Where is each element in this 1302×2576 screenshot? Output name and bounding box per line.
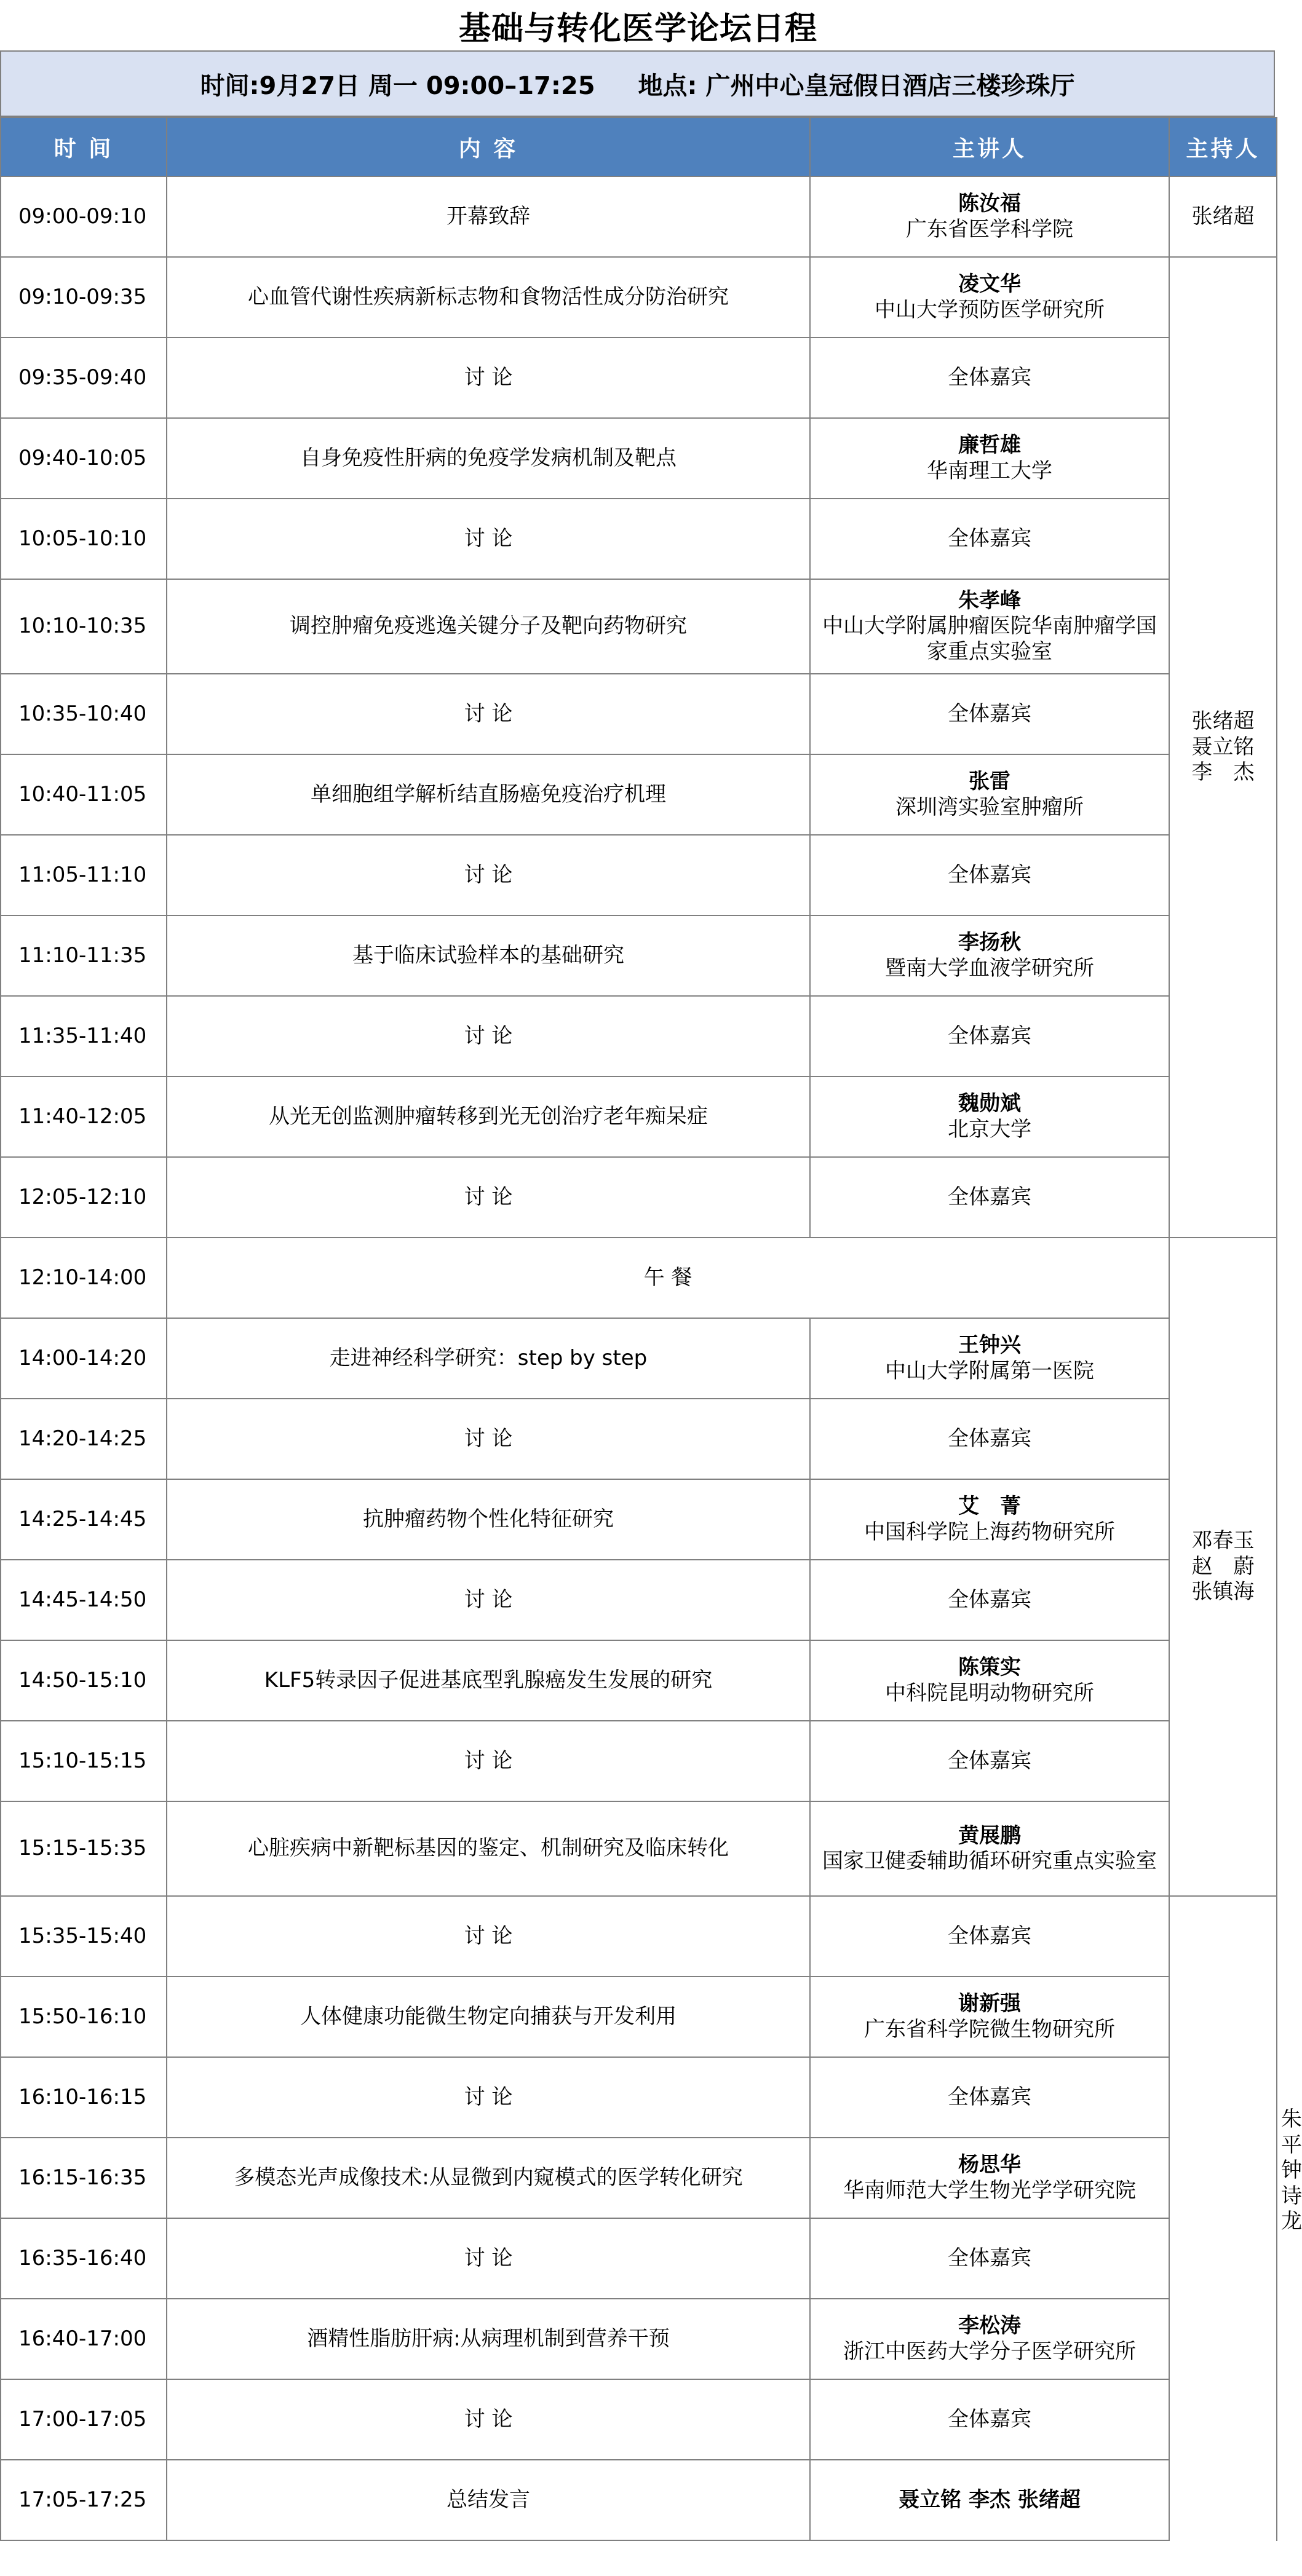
content-cell: 从光无创监测肿瘤转移到光无创治疗老年痴呆症	[167, 1077, 810, 1157]
speaker-affiliation: 全体嘉宾	[948, 1923, 1031, 1948]
speaker-cell	[810, 754, 1169, 835]
content-cell: 讨 论	[167, 1560, 810, 1640]
time-cell: 14:50-15:10	[1, 1640, 167, 1721]
header-host: 主持人	[1169, 117, 1277, 176]
speaker-affiliation: 全体嘉宾	[948, 1184, 1031, 1209]
table-row	[1, 1157, 1277, 1238]
table-row-lunch	[1, 1238, 1277, 1318]
table-row	[1, 996, 1277, 1077]
content-cell: 讨 论	[167, 1721, 810, 1801]
table-row	[1, 754, 1277, 835]
content-cell: 人体健康功能微生物定向捕获与开发利用	[167, 1977, 810, 2057]
speaker-cell	[810, 1896, 1169, 1977]
table-row	[1, 2057, 1277, 2138]
host-name: 张绪超	[1191, 709, 1255, 734]
time-cell: 14:25-14:45	[1, 1479, 167, 1560]
time-cell: 11:35-11:40	[1, 996, 167, 1077]
speaker-cell	[810, 2138, 1169, 2218]
time-cell: 16:40-17:00	[1, 2299, 167, 2379]
speaker-cell	[810, 1721, 1169, 1801]
time-cell: 11:10-11:35	[1, 915, 167, 996]
content-cell: 讨 论	[167, 2057, 810, 2138]
event-location: 地点: 广州中心皇冠假日酒店三楼珍珠厅	[638, 71, 1075, 100]
content-cell: 调控肿瘤免疫逃逸关键分子及靶向药物研究	[167, 579, 810, 674]
speaker-cell	[810, 1157, 1169, 1238]
speaker-cell	[810, 1801, 1169, 1896]
host-name: 赵 蔚	[1191, 1554, 1255, 1579]
time-cell: 15:35-15:40	[1, 1896, 167, 1977]
table-row	[1, 418, 1277, 499]
table-row	[1, 1318, 1277, 1399]
time-cell: 16:15-16:35	[1, 2138, 167, 2218]
time-cell: 15:15-15:35	[1, 1801, 167, 1896]
table-row	[1, 1640, 1277, 1721]
content-cell: 心血管代谢性疾病新标志物和食物活性成分防治研究	[167, 257, 810, 338]
content-cell: 酒精性脂肪肝病:从病理机制到营养干预	[167, 2299, 810, 2379]
content-cell: 讨 论	[167, 835, 810, 915]
speaker-affiliation: 中国科学院上海药物研究所	[864, 1519, 1115, 1544]
info-bar	[0, 50, 1275, 117]
host-cell	[1169, 1238, 1277, 1896]
content-cell: 讨 论	[167, 338, 810, 418]
time-cell: 14:45-14:50	[1, 1560, 167, 1640]
content-cell: 讨 论	[167, 2218, 810, 2299]
table-row	[1, 1721, 1277, 1801]
speaker-cell	[810, 2057, 1169, 2138]
table-row	[1, 2218, 1277, 2299]
table-row	[1, 2379, 1277, 2460]
speaker-cell	[810, 1977, 1169, 2057]
speaker-cell	[810, 1479, 1169, 1560]
content-cell: 基于临床试验样本的基础研究	[167, 915, 810, 996]
speaker-affiliation: 中山大学附属肿瘤医院华南肿瘤学国家重点实验室	[822, 614, 1157, 664]
speaker-cell	[810, 1560, 1169, 1640]
host-name: 李 杰	[1191, 760, 1255, 785]
speaker-affiliation: 华南理工大学	[927, 458, 1052, 483]
speaker-name: 杨思华	[958, 2152, 1021, 2178]
table-row	[1, 1560, 1277, 1640]
table-row	[1, 176, 1277, 257]
time-cell: 16:10-16:15	[1, 2057, 167, 2138]
time-cell: 10:10-10:35	[1, 579, 167, 674]
lunch-cell: 午 餐	[167, 1238, 1169, 1318]
speaker-cell	[810, 1399, 1169, 1479]
time-cell: 16:35-16:40	[1, 2218, 167, 2299]
speaker-affiliation: 浙江中医药大学分子医学研究所	[843, 2339, 1136, 2364]
table-row	[1, 2138, 1277, 2218]
speaker-affiliation: 华南师范大学生物光学学研究院	[843, 2178, 1136, 2203]
speaker-name: 黄展鹏	[958, 1823, 1021, 1848]
speaker-name: 廉哲雄	[958, 433, 1021, 458]
content-cell: 单细胞组学解析结直肠癌免疫治疗机理	[167, 754, 810, 835]
table-row	[1, 2460, 1277, 2540]
content-cell: 多模态光声成像技术:从显微到内窥模式的医学转化研究	[167, 2138, 810, 2218]
speaker-cell	[810, 1077, 1169, 1157]
speaker-name: 李松涛	[958, 2313, 1021, 2339]
speaker-affiliation: 全体嘉宾	[948, 2406, 1031, 2432]
host-cell	[1169, 176, 1277, 257]
content-cell: 自身免疫性肝病的免疫学发病机制及靶点	[167, 418, 810, 499]
time-cell: 10:05-10:10	[1, 499, 167, 579]
speaker-cell	[810, 996, 1169, 1077]
time-cell: 09:00-09:10	[1, 176, 167, 257]
speaker-affiliation: 全体嘉宾	[948, 1023, 1031, 1048]
host-name: 邓春玉	[1191, 1528, 1255, 1554]
speaker-cell	[810, 338, 1169, 418]
content-cell: 讨 论	[167, 996, 810, 1077]
table-row	[1, 579, 1277, 674]
speaker-cell	[810, 2460, 1169, 2540]
table-row	[1, 499, 1277, 579]
content-cell: 讨 论	[167, 2379, 810, 2460]
speaker-cell	[810, 1318, 1169, 1399]
time-cell: 10:40-11:05	[1, 754, 167, 835]
table-row	[1, 835, 1277, 915]
speaker-name: 魏勋斌	[958, 1091, 1021, 1116]
speaker-affiliation: 全体嘉宾	[948, 701, 1031, 726]
speaker-affiliation: 中山大学预防医学研究所	[875, 297, 1105, 322]
table-header-row	[1, 117, 1277, 176]
time-cell: 10:35-10:40	[1, 674, 167, 754]
page-title: 基础与转化医学论坛日程	[458, 10, 817, 47]
speaker-affiliation: 全体嘉宾	[948, 365, 1031, 390]
speaker-cell	[810, 499, 1169, 579]
host-name: 张绪超	[1191, 203, 1255, 229]
speaker-name: 陈汝福	[958, 191, 1021, 216]
content-cell: 总结发言	[167, 2460, 810, 2540]
time-cell: 09:10-09:35	[1, 257, 167, 338]
content-cell: 讨 论	[167, 1157, 810, 1238]
speaker-name: 陈策实	[958, 1655, 1021, 1680]
content-cell: 开幕致辞	[167, 176, 810, 257]
speaker-affiliation: 北京大学	[948, 1116, 1031, 1142]
host-cell	[1169, 257, 1277, 1238]
time-cell: 17:05-17:25	[1, 2460, 167, 2540]
time-cell: 09:40-10:05	[1, 418, 167, 499]
content-cell: 抗肿瘤药物个性化特征研究	[167, 1479, 810, 1560]
content-cell: 讨 论	[167, 1399, 810, 1479]
time-cell: 15:10-15:15	[1, 1721, 167, 1801]
speaker-cell	[810, 2379, 1169, 2460]
speaker-cell	[810, 1640, 1169, 1721]
speaker-cell	[810, 2299, 1169, 2379]
time-cell: 11:40-12:05	[1, 1077, 167, 1157]
event-time: 时间:9月27日 周一 09:00–17:25	[200, 71, 595, 100]
time-cell: 12:10-14:00	[1, 1238, 167, 1318]
speaker-cell	[810, 2218, 1169, 2299]
time-cell: 09:35-09:40	[1, 338, 167, 418]
speaker-name: 王钟兴	[958, 1333, 1021, 1358]
speaker-affiliation: 全体嘉宾	[948, 1748, 1031, 1773]
speaker-cell	[810, 915, 1169, 996]
header-time: 时 间	[1, 117, 167, 176]
time-cell: 14:20-14:25	[1, 1399, 167, 1479]
speaker-affiliation: 中山大学附属第一医院	[885, 1358, 1094, 1383]
table-row	[1, 1399, 1277, 1479]
table-row	[1, 1977, 1277, 2057]
content-cell: 讨 论	[167, 499, 810, 579]
speaker-cell	[810, 674, 1169, 754]
speaker-name: 凌文华	[958, 272, 1021, 297]
speaker-affiliation: 中科院昆明动物研究所	[885, 1680, 1094, 1705]
table-row: 15:15-15:35 心脏疾病中新靶标基因的鉴定、机制研究及临床转化 黄展鹏 国家卫健委辅助循环研究重点实验室 朱 平 钟诗龙	[1, 1801, 1277, 1896]
table-row	[1, 338, 1277, 418]
speaker-affiliation: 全体嘉宾	[948, 2084, 1031, 2109]
speaker-name: 谢新强	[958, 1991, 1021, 2017]
speaker-name: 朱孝峰	[958, 588, 1021, 613]
table-row	[1, 1479, 1277, 1560]
speaker-cell	[810, 418, 1169, 499]
host-name: 聂立铭	[1191, 734, 1255, 759]
table-row	[1, 1896, 1277, 1977]
table-row	[1, 257, 1277, 338]
table-row	[1, 2299, 1277, 2379]
speaker-name: 李扬秋	[958, 930, 1021, 955]
speaker-cell	[810, 835, 1169, 915]
speaker-name: 聂立铭 李杰 张绪超	[899, 2487, 1081, 2512]
speaker-affiliation: 全体嘉宾	[948, 862, 1031, 887]
speaker-cell	[810, 257, 1169, 338]
time-cell: 17:00-17:05	[1, 2379, 167, 2460]
speaker-affiliation: 暨南大学血液学研究所	[885, 955, 1094, 981]
host-name: 张镇海	[1191, 1579, 1255, 1605]
speaker-affiliation: 全体嘉宾	[948, 1587, 1031, 1612]
time-cell: 15:50-16:10	[1, 1977, 167, 2057]
time-cell: 11:05-11:10	[1, 835, 167, 915]
speaker-affiliation: 深圳湾实验室肿瘤所	[895, 794, 1084, 820]
table-row	[1, 915, 1277, 996]
speaker-name: 艾 菁	[958, 1494, 1021, 1519]
speaker-cell	[810, 579, 1169, 674]
schedule-table	[0, 117, 1302, 2541]
speaker-affiliation: 国家卫健委辅助循环研究重点实验室	[822, 1849, 1157, 1873]
speaker-affiliation: 全体嘉宾	[948, 2245, 1031, 2270]
speaker-affiliation: 广东省科学院微生物研究所	[864, 2017, 1115, 2042]
content-cell: 走进神经科学研究：step by step	[167, 1318, 810, 1399]
speaker-affiliation: 全体嘉宾	[948, 1426, 1031, 1451]
speaker-cell	[810, 176, 1169, 257]
content-cell: 讨 论	[167, 1896, 810, 1977]
speaker-affiliation: 广东省医学科学院	[906, 216, 1073, 242]
content-cell: 讨 论	[167, 674, 810, 754]
table-row	[1, 1077, 1277, 1157]
time-cell: 14:00-14:20	[1, 1318, 167, 1399]
header-speaker: 主讲人	[810, 117, 1169, 176]
table-row	[1, 674, 1277, 754]
content-cell: KLF5转录因子促进基底型乳腺癌发生发展的研究	[167, 1640, 810, 1721]
header-content: 内 容	[167, 117, 810, 176]
speaker-name: 张雷	[969, 769, 1010, 794]
time-cell: 12:05-12:10	[1, 1157, 167, 1238]
content-cell: 心脏疾病中新靶标基因的鉴定、机制研究及临床转化	[167, 1801, 810, 1896]
speaker-affiliation: 全体嘉宾	[948, 526, 1031, 551]
